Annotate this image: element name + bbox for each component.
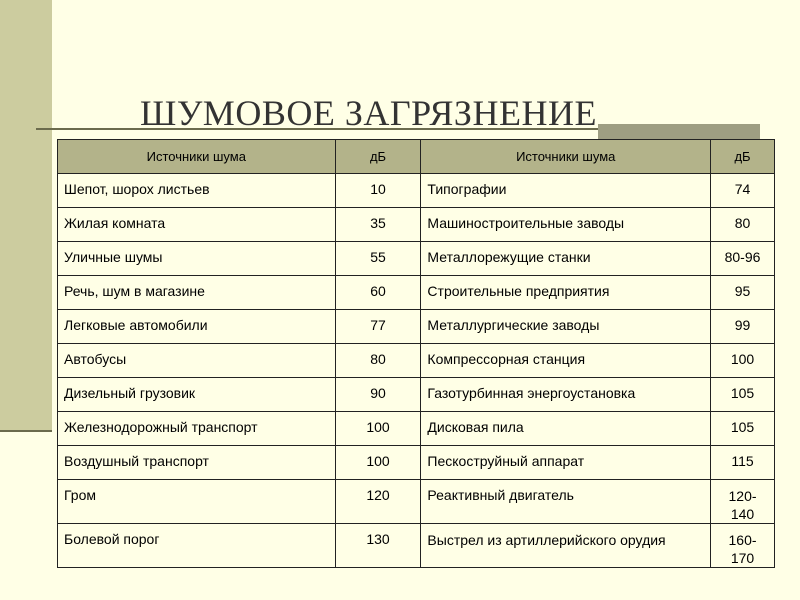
db-cell: 80-96 [711, 242, 775, 276]
source-cell: Шепот, шорох листьев [58, 174, 336, 208]
header-db-1: дБ [335, 140, 421, 174]
header-source-2: Источники шума [421, 140, 711, 174]
source-cell: Железнодорожный транспорт [58, 412, 336, 446]
table-row [58, 208, 775, 242]
db-cell: 130 [335, 524, 421, 568]
table-row [58, 344, 775, 378]
source-cell: Автобусы [58, 344, 336, 378]
header-db-2: дБ [711, 140, 775, 174]
db-cell: 100 [711, 344, 775, 378]
source-cell: Легковые автомобили [58, 310, 336, 344]
side-decor-line [0, 430, 52, 432]
table-row [58, 524, 775, 568]
source-cell: Болевой порог [58, 524, 336, 568]
source-cell: Металлорежущие станки [421, 242, 711, 276]
table-row [58, 242, 775, 276]
source-cell: Реактивный двигатель [421, 480, 711, 524]
table-row [58, 276, 775, 310]
table-header-row [58, 140, 775, 174]
source-cell: Выстрел из артиллерийского орудия [421, 524, 711, 568]
db-cell: 120 [335, 480, 421, 524]
db-cell: 80 [711, 208, 775, 242]
noise-table [57, 139, 775, 568]
db-cell: 35 [335, 208, 421, 242]
source-cell: Уличные шумы [58, 242, 336, 276]
source-cell: Строительные предприятия [421, 276, 711, 310]
table-row [58, 174, 775, 208]
db-cell: 10 [335, 174, 421, 208]
source-cell: Типографии [421, 174, 711, 208]
table-row [58, 412, 775, 446]
source-cell: Жилая комната [58, 208, 336, 242]
db-cell: 55 [335, 242, 421, 276]
db-cell: 90 [335, 378, 421, 412]
db-cell: 160-170 [711, 524, 775, 568]
page-title: ШУМОВОЕ ЗАГРЯЗНЕНИЕ [140, 93, 597, 133]
table-row [58, 310, 775, 344]
table-row [58, 446, 775, 480]
db-cell: 105 [711, 412, 775, 446]
source-cell: Пескоструйный аппарат [421, 446, 711, 480]
db-cell: 60 [335, 276, 421, 310]
source-cell: Воздушный транспорт [58, 446, 336, 480]
source-cell: Газотурбинная энергоустановка [421, 378, 711, 412]
db-cell: 105 [711, 378, 775, 412]
title-accent-block [598, 124, 760, 140]
db-cell: 80 [335, 344, 421, 378]
source-cell: Речь, шум в магазине [58, 276, 336, 310]
header-source-1: Источники шума [58, 140, 336, 174]
source-cell: Компрессорная станция [421, 344, 711, 378]
db-cell: 74 [711, 174, 775, 208]
db-cell: 99 [711, 310, 775, 344]
db-cell: 115 [711, 446, 775, 480]
source-cell: Машиностроительные заводы [421, 208, 711, 242]
source-cell: Дизельный грузовик [58, 378, 336, 412]
side-decor-bar [0, 0, 52, 430]
table-row [58, 378, 775, 412]
db-cell: 77 [335, 310, 421, 344]
table-row [58, 480, 775, 524]
db-cell: 100 [335, 412, 421, 446]
db-cell: 95 [711, 276, 775, 310]
source-cell: Гром [58, 480, 336, 524]
source-cell: Металлургические заводы [421, 310, 711, 344]
db-cell: 100 [335, 446, 421, 480]
db-cell: 120-140 [711, 480, 775, 524]
source-cell: Дисковая пила [421, 412, 711, 446]
